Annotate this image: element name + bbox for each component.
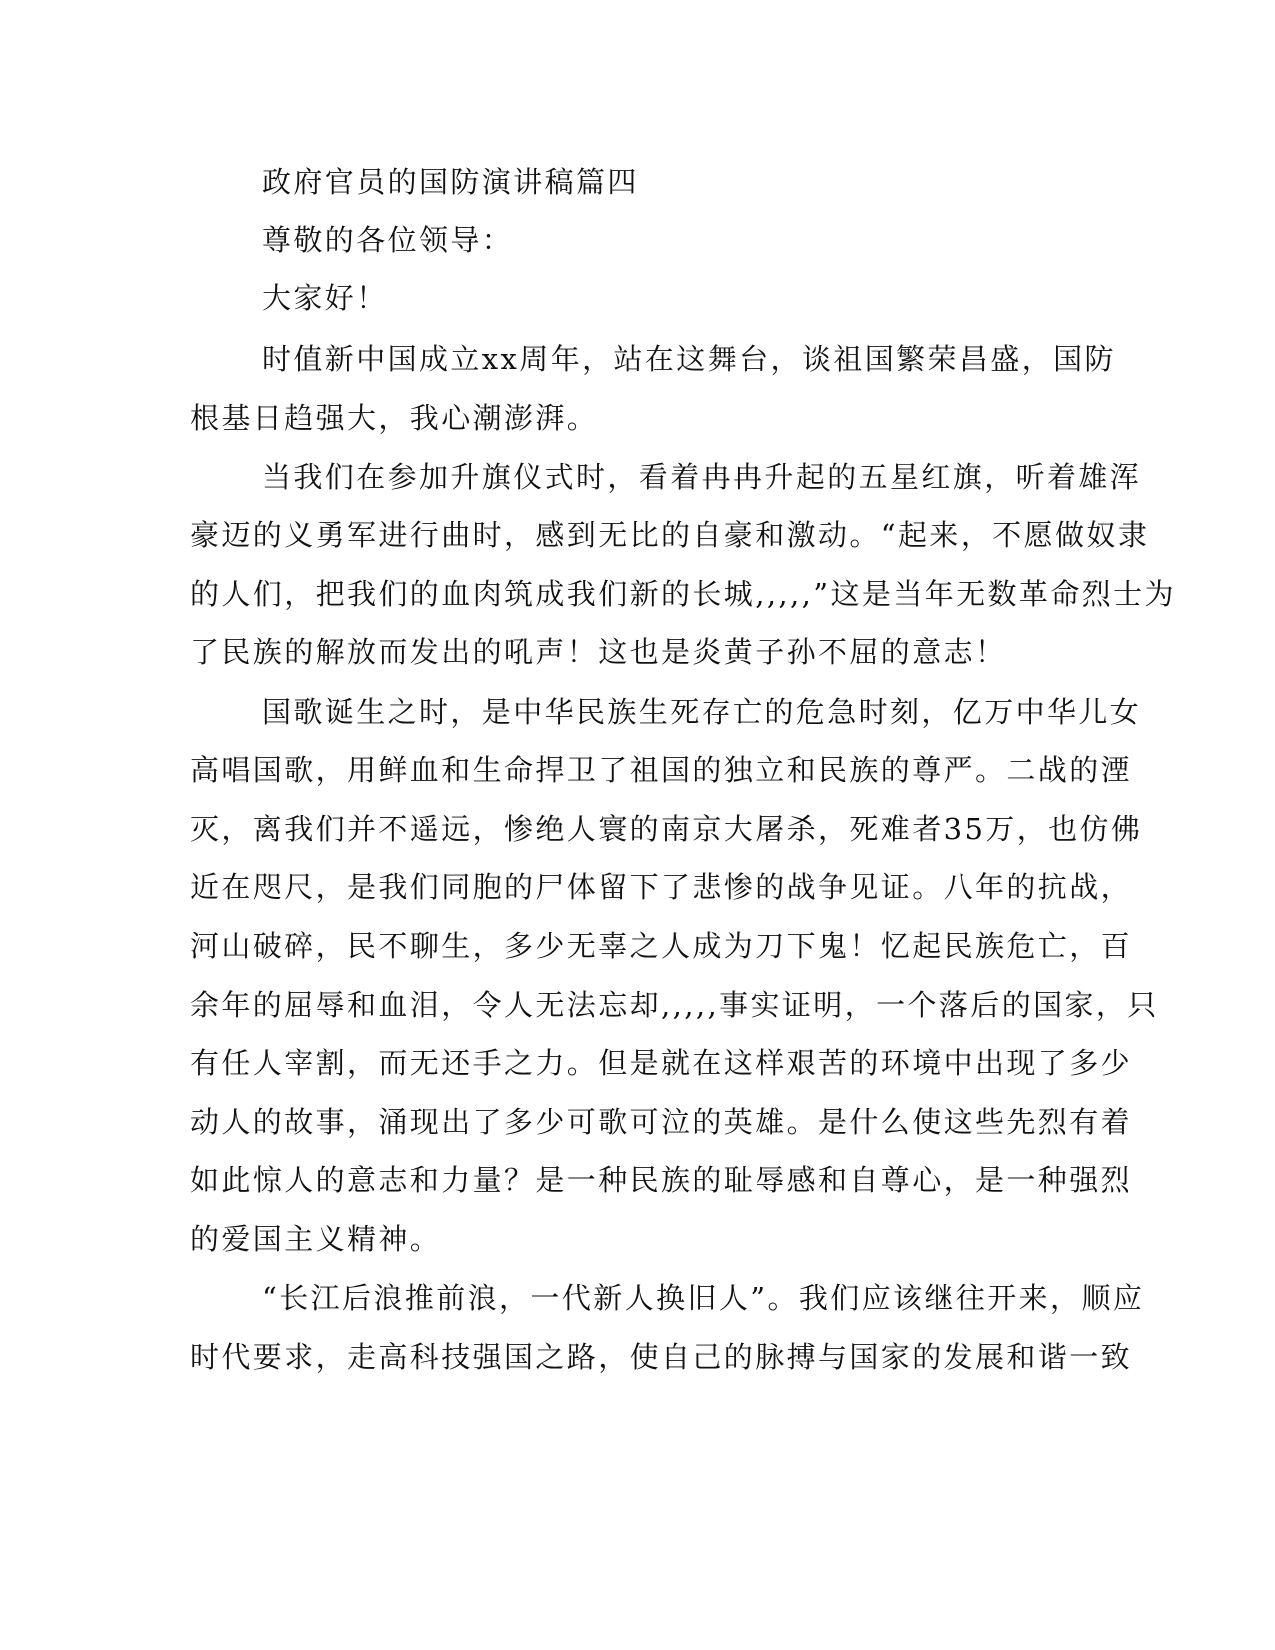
- paragraph-line: 当我们在参加升旗仪式时，看着冉冉升起的五星红旗，听着雄浑: [262, 460, 1142, 494]
- paragraph-line: 河山破碎，民不聊生，多少无辜之人成为刀下鬼！忆起民族危亡，百: [190, 929, 1133, 963]
- paragraph-line: 国歌诞生之时，是中华民族生死存亡的危急时刻，亿万中华儿女: [262, 695, 1142, 729]
- paragraph-line: 时代要求，走高科技强国之路，使自己的脉搏与国家的发展和谐一致: [190, 1340, 1133, 1374]
- paragraph-line: 根基日趋强大，我心潮澎湃。: [190, 401, 599, 435]
- document-title: 政府官员的国防演讲稿篇四: [262, 165, 639, 199]
- paragraph-line: 如此惊人的意志和力量？是一种民族的耻辱感和自尊心，是一种强烈: [190, 1163, 1133, 1197]
- salutation-line: 尊敬的各位领导：: [262, 223, 514, 257]
- paragraph-line: 灭，离我们并不遥远，惨绝人寰的南京大屠杀，死难者35万，也仿佛: [190, 812, 1143, 846]
- paragraph-line: 余年的屈辱和血泪，令人无法忘却,,,,,事实证明，一个落后的国家，只: [190, 988, 1159, 1022]
- paragraph-line: 豪迈的义勇军进行曲时，感到无比的自豪和激动。“起来，不愿做奴隶: [190, 518, 1150, 552]
- paragraph-line: 时值新中国成立xx周年，站在这舞台，谈祖国繁荣昌盛，国防: [262, 342, 1116, 376]
- paragraph-line: 的爱国主义精神。: [190, 1222, 442, 1256]
- paragraph-line: 的人们，把我们的血肉筑成我们新的长城,,,,,”这是当年无数革命烈士为: [190, 577, 1176, 611]
- paragraph-line: 动人的故事，涌现出了多少可歌可泣的英雄。是什么使这些先烈有着: [190, 1105, 1133, 1139]
- paragraph-line: 高唱国歌，用鲜血和生命捍卫了祖国的独立和民族的尊严。二战的湮: [190, 753, 1133, 787]
- paragraph-line: 有任人宰割，而无还手之力。但是就在这样艰苦的环境中出现了多少: [190, 1046, 1133, 1080]
- paragraph-line: “长江后浪推前浪，一代新人换旧人”。我们应该继往开来，顺应: [262, 1281, 1145, 1315]
- paragraph-line: 近在咫尺，是我们同胞的尸体留下了悲惨的战争见证。八年的抗战，: [190, 870, 1133, 904]
- greeting-line: 大家好！: [262, 281, 388, 315]
- paragraph-line: 了民族的解放而发出的吼声！这也是炎黄子孙不屈的意志！: [190, 635, 1007, 669]
